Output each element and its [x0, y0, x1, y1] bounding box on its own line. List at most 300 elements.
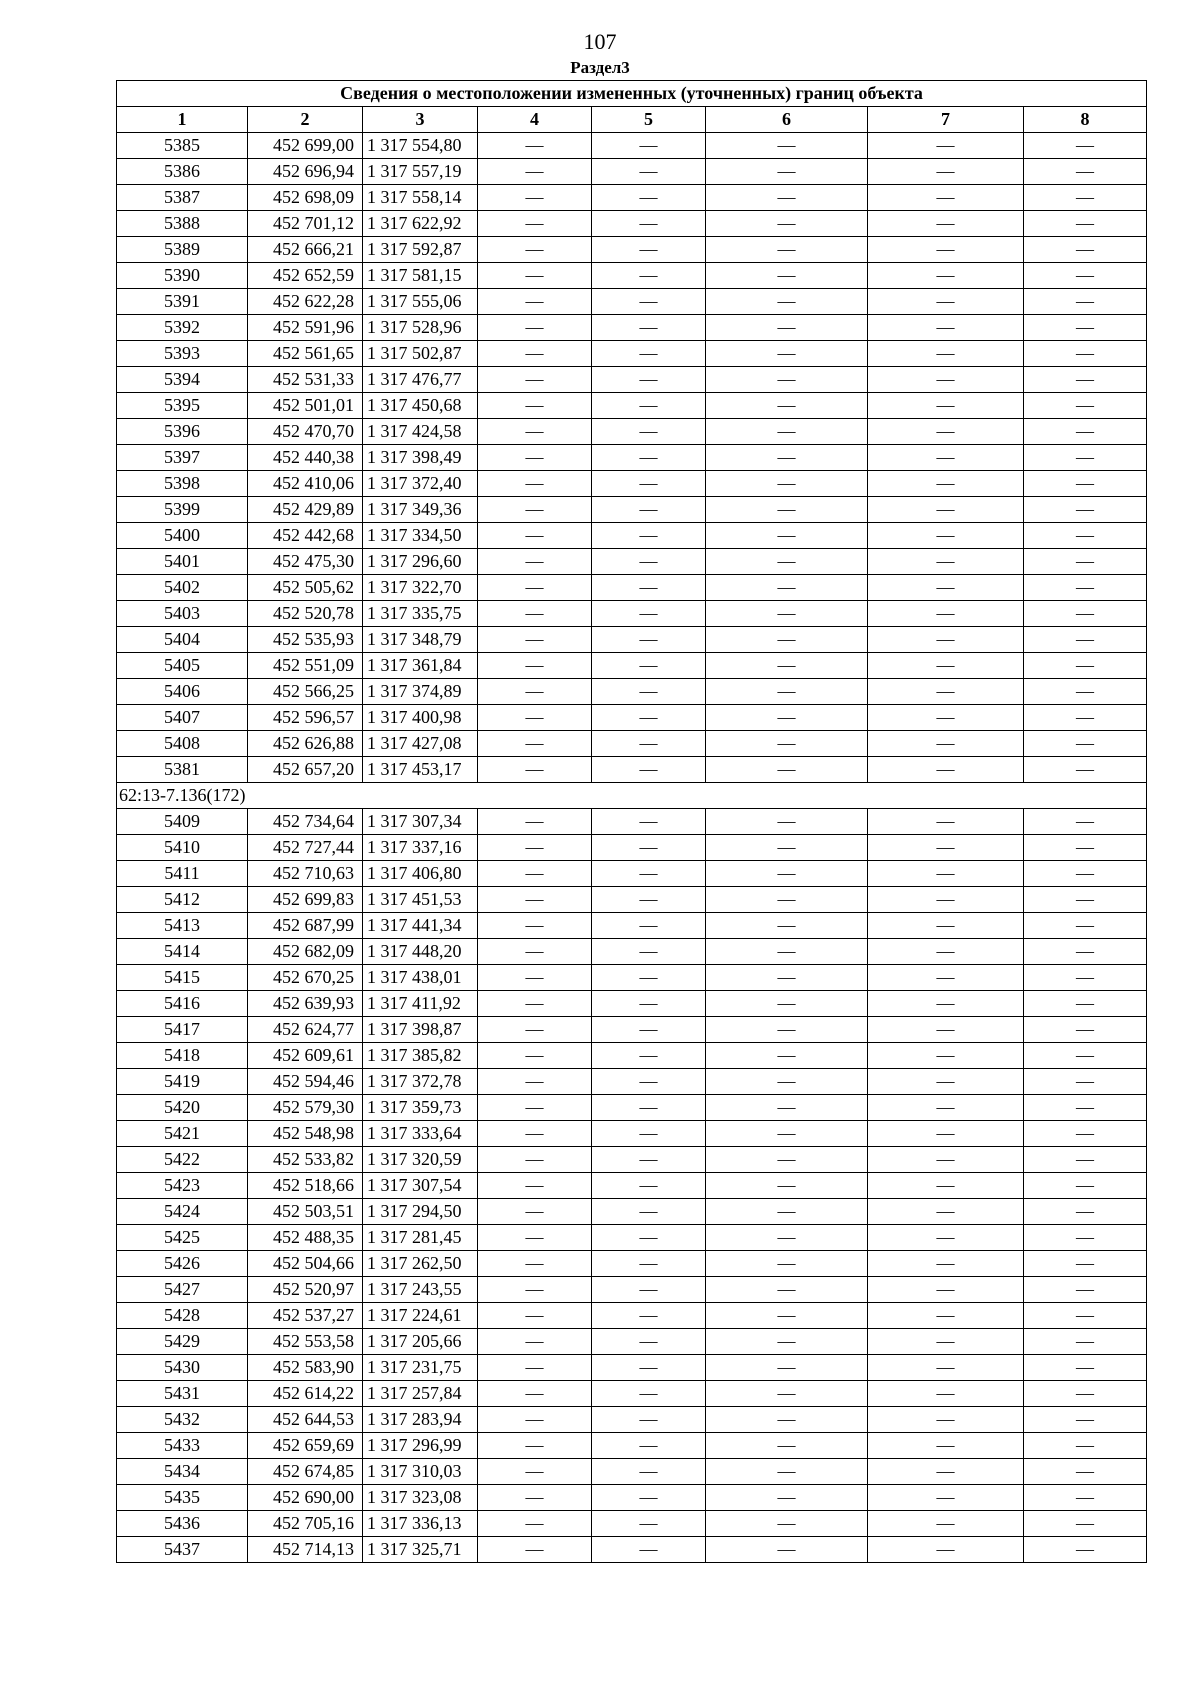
y-coordinate-cell: 1 317 592,87 — [363, 237, 478, 263]
empty-value-dash: — — [1024, 731, 1147, 757]
empty-value-dash: — — [592, 913, 706, 939]
empty-value-dash: — — [868, 1459, 1024, 1485]
empty-value-dash: — — [1024, 1381, 1147, 1407]
y-coordinate-cell: 1 317 224,61 — [363, 1303, 478, 1329]
empty-value-dash: — — [706, 1381, 868, 1407]
empty-value-dash: — — [478, 1095, 592, 1121]
y-coordinate-cell: 1 317 257,84 — [363, 1381, 478, 1407]
empty-value-dash: — — [868, 861, 1024, 887]
empty-value-dash: — — [1024, 341, 1147, 367]
point-number-cell: 5393 — [117, 341, 248, 367]
empty-value-dash: — — [478, 965, 592, 991]
empty-value-dash: — — [592, 1433, 706, 1459]
empty-value-dash: — — [592, 1537, 706, 1563]
x-coordinate-cell: 452 535,93 — [248, 627, 363, 653]
y-coordinate-cell: 1 317 424,58 — [363, 419, 478, 445]
table-row — [117, 133, 1147, 159]
empty-value-dash: — — [478, 133, 592, 159]
empty-value-dash: — — [478, 1303, 592, 1329]
y-coordinate-cell: 1 317 334,50 — [363, 523, 478, 549]
point-number-cell: 5417 — [117, 1017, 248, 1043]
empty-value-dash: — — [478, 887, 592, 913]
empty-value-dash: — — [592, 1199, 706, 1225]
empty-value-dash: — — [868, 1511, 1024, 1537]
point-number-cell: 5416 — [117, 991, 248, 1017]
point-number-cell: 5437 — [117, 1537, 248, 1563]
point-number-cell: 5410 — [117, 835, 248, 861]
table-row — [117, 497, 1147, 523]
empty-value-dash: — — [706, 1069, 868, 1095]
point-number-cell: 5381 — [117, 757, 248, 783]
point-number-cell: 5421 — [117, 1121, 248, 1147]
y-coordinate-cell: 1 317 262,50 — [363, 1251, 478, 1277]
x-coordinate-cell: 452 622,28 — [248, 289, 363, 315]
x-coordinate-cell: 452 659,69 — [248, 1433, 363, 1459]
empty-value-dash: — — [868, 497, 1024, 523]
x-coordinate-cell: 452 520,78 — [248, 601, 363, 627]
empty-value-dash: — — [1024, 835, 1147, 861]
empty-value-dash: — — [592, 419, 706, 445]
point-number-cell: 5409 — [117, 809, 248, 835]
empty-value-dash: — — [1024, 1121, 1147, 1147]
x-coordinate-cell: 452 624,77 — [248, 1017, 363, 1043]
empty-value-dash: — — [592, 263, 706, 289]
table-row — [117, 1407, 1147, 1433]
x-coordinate-cell: 452 553,58 — [248, 1329, 363, 1355]
point-number-cell: 5403 — [117, 601, 248, 627]
x-coordinate-cell: 452 690,00 — [248, 1485, 363, 1511]
empty-value-dash: — — [1024, 757, 1147, 783]
empty-value-dash: — — [868, 1121, 1024, 1147]
empty-value-dash: — — [868, 809, 1024, 835]
empty-value-dash: — — [478, 1407, 592, 1433]
point-number-cell: 5412 — [117, 887, 248, 913]
empty-value-dash: — — [868, 159, 1024, 185]
empty-value-dash: — — [1024, 445, 1147, 471]
empty-value-dash: — — [592, 185, 706, 211]
empty-value-dash: — — [1024, 289, 1147, 315]
empty-value-dash: — — [592, 393, 706, 419]
x-coordinate-cell: 452 609,61 — [248, 1043, 363, 1069]
empty-value-dash: — — [478, 419, 592, 445]
y-coordinate-cell: 1 317 385,82 — [363, 1043, 478, 1069]
empty-value-dash: — — [478, 1225, 592, 1251]
x-coordinate-cell: 452 537,27 — [248, 1303, 363, 1329]
y-coordinate-cell: 1 317 555,06 — [363, 289, 478, 315]
table-row — [117, 809, 1147, 835]
y-coordinate-cell: 1 317 438,01 — [363, 965, 478, 991]
empty-value-dash: — — [706, 549, 868, 575]
point-number-cell: 5435 — [117, 1485, 248, 1511]
empty-value-dash: — — [592, 835, 706, 861]
empty-value-dash: — — [706, 1251, 868, 1277]
empty-value-dash: — — [868, 1537, 1024, 1563]
x-coordinate-cell: 452 503,51 — [248, 1199, 363, 1225]
x-coordinate-cell: 452 698,09 — [248, 185, 363, 211]
x-coordinate-cell: 452 727,44 — [248, 835, 363, 861]
table-row — [117, 445, 1147, 471]
x-coordinate-cell: 452 520,97 — [248, 1277, 363, 1303]
empty-value-dash: — — [592, 289, 706, 315]
empty-value-dash: — — [478, 367, 592, 393]
empty-value-dash: — — [1024, 211, 1147, 237]
empty-value-dash: — — [592, 1225, 706, 1251]
empty-value-dash: — — [478, 1459, 592, 1485]
table-row — [117, 237, 1147, 263]
y-coordinate-cell: 1 317 333,64 — [363, 1121, 478, 1147]
table-row — [117, 1433, 1147, 1459]
table-row — [117, 913, 1147, 939]
point-number-cell: 5405 — [117, 653, 248, 679]
y-coordinate-cell: 1 317 372,78 — [363, 1069, 478, 1095]
table-row — [117, 731, 1147, 757]
x-coordinate-cell: 452 714,13 — [248, 1537, 363, 1563]
empty-value-dash: — — [868, 341, 1024, 367]
table-row — [117, 1485, 1147, 1511]
table-row — [117, 835, 1147, 861]
table-row — [117, 211, 1147, 237]
x-coordinate-cell: 452 501,01 — [248, 393, 363, 419]
table-row — [117, 367, 1147, 393]
empty-value-dash: — — [1024, 1251, 1147, 1277]
point-number-cell: 5419 — [117, 1069, 248, 1095]
table-row — [117, 1511, 1147, 1537]
empty-value-dash: — — [592, 1147, 706, 1173]
y-coordinate-cell: 1 317 231,75 — [363, 1355, 478, 1381]
empty-value-dash: — — [592, 575, 706, 601]
y-coordinate-cell: 1 317 400,98 — [363, 705, 478, 731]
empty-value-dash: — — [1024, 861, 1147, 887]
empty-value-dash: — — [1024, 471, 1147, 497]
empty-value-dash: — — [1024, 315, 1147, 341]
table-row — [117, 653, 1147, 679]
table-row — [117, 679, 1147, 705]
x-coordinate-cell: 452 687,99 — [248, 913, 363, 939]
y-coordinate-cell: 1 317 476,77 — [363, 367, 478, 393]
empty-value-dash: — — [706, 913, 868, 939]
empty-value-dash: — — [592, 1511, 706, 1537]
y-coordinate-cell: 1 317 411,92 — [363, 991, 478, 1017]
empty-value-dash: — — [1024, 913, 1147, 939]
empty-value-dash: — — [706, 315, 868, 341]
empty-value-dash: — — [706, 575, 868, 601]
empty-value-dash: — — [478, 1355, 592, 1381]
point-number-cell: 5423 — [117, 1173, 248, 1199]
empty-value-dash: — — [1024, 549, 1147, 575]
table-row — [117, 1095, 1147, 1121]
empty-value-dash: — — [868, 211, 1024, 237]
empty-value-dash: — — [478, 289, 592, 315]
empty-value-dash: — — [706, 601, 868, 627]
empty-value-dash: — — [478, 835, 592, 861]
table-row — [117, 1147, 1147, 1173]
point-number-cell: 5415 — [117, 965, 248, 991]
point-number-cell: 5387 — [117, 185, 248, 211]
empty-value-dash: — — [592, 1303, 706, 1329]
empty-value-dash: — — [1024, 809, 1147, 835]
empty-value-dash: — — [706, 497, 868, 523]
empty-value-dash: — — [592, 601, 706, 627]
empty-value-dash: — — [478, 757, 592, 783]
empty-value-dash: — — [706, 1485, 868, 1511]
empty-value-dash: — — [868, 237, 1024, 263]
empty-value-dash: — — [868, 705, 1024, 731]
empty-value-dash: — — [478, 1199, 592, 1225]
empty-value-dash: — — [868, 1069, 1024, 1095]
empty-value-dash: — — [706, 861, 868, 887]
table-row — [117, 1173, 1147, 1199]
empty-value-dash: — — [592, 211, 706, 237]
empty-value-dash: — — [478, 939, 592, 965]
y-coordinate-cell: 1 317 325,71 — [363, 1537, 478, 1563]
table-row — [117, 1277, 1147, 1303]
empty-value-dash: — — [478, 1433, 592, 1459]
empty-value-dash: — — [478, 393, 592, 419]
table-row — [117, 1537, 1147, 1563]
point-number-cell: 5411 — [117, 861, 248, 887]
x-coordinate-cell: 452 626,88 — [248, 731, 363, 757]
y-coordinate-cell: 1 317 348,79 — [363, 627, 478, 653]
empty-value-dash: — — [706, 445, 868, 471]
empty-value-dash: — — [478, 731, 592, 757]
y-coordinate-cell: 1 317 283,94 — [363, 1407, 478, 1433]
empty-value-dash: — — [1024, 1407, 1147, 1433]
table-caption: Сведения о местоположении измененных (уточненных) границ объекта — [117, 81, 1147, 107]
column-header: 2 — [248, 107, 363, 133]
empty-value-dash: — — [592, 991, 706, 1017]
empty-value-dash: — — [592, 731, 706, 757]
x-coordinate-cell: 452 696,94 — [248, 159, 363, 185]
empty-value-dash: — — [478, 315, 592, 341]
table-row — [117, 1069, 1147, 1095]
x-coordinate-cell: 452 475,30 — [248, 549, 363, 575]
point-number-cell: 5413 — [117, 913, 248, 939]
point-number-cell: 5396 — [117, 419, 248, 445]
empty-value-dash: — — [706, 705, 868, 731]
empty-value-dash: — — [1024, 1095, 1147, 1121]
empty-value-dash: — — [478, 263, 592, 289]
point-number-cell: 5418 — [117, 1043, 248, 1069]
empty-value-dash: — — [706, 185, 868, 211]
x-coordinate-cell: 452 551,09 — [248, 653, 363, 679]
table-row — [117, 159, 1147, 185]
empty-value-dash: — — [592, 1381, 706, 1407]
x-coordinate-cell: 452 639,93 — [248, 991, 363, 1017]
empty-value-dash: — — [868, 1173, 1024, 1199]
empty-value-dash: — — [478, 1017, 592, 1043]
empty-value-dash: — — [592, 1277, 706, 1303]
y-coordinate-cell: 1 317 336,13 — [363, 1511, 478, 1537]
empty-value-dash: — — [868, 1381, 1024, 1407]
empty-value-dash: — — [868, 1017, 1024, 1043]
point-number-cell: 5428 — [117, 1303, 248, 1329]
empty-value-dash: — — [478, 185, 592, 211]
empty-value-dash: — — [1024, 601, 1147, 627]
x-coordinate-cell: 452 674,85 — [248, 1459, 363, 1485]
empty-value-dash: — — [478, 627, 592, 653]
point-number-cell: 5388 — [117, 211, 248, 237]
empty-value-dash: — — [1024, 367, 1147, 393]
empty-value-dash: — — [706, 159, 868, 185]
y-coordinate-cell: 1 317 337,16 — [363, 835, 478, 861]
empty-value-dash: — — [706, 133, 868, 159]
empty-value-dash: — — [1024, 1537, 1147, 1563]
table-row — [117, 1381, 1147, 1407]
y-coordinate-cell: 1 317 281,45 — [363, 1225, 478, 1251]
x-coordinate-cell: 452 666,21 — [248, 237, 363, 263]
empty-value-dash: — — [592, 159, 706, 185]
empty-value-dash: — — [706, 211, 868, 237]
empty-value-dash: — — [592, 887, 706, 913]
x-coordinate-cell: 452 440,38 — [248, 445, 363, 471]
table-row — [117, 1017, 1147, 1043]
empty-value-dash: — — [868, 419, 1024, 445]
y-coordinate-cell: 1 317 322,70 — [363, 575, 478, 601]
empty-value-dash: — — [868, 965, 1024, 991]
y-coordinate-cell: 1 317 372,40 — [363, 471, 478, 497]
empty-value-dash: — — [706, 679, 868, 705]
empty-value-dash: — — [868, 627, 1024, 653]
x-coordinate-cell: 452 701,12 — [248, 211, 363, 237]
empty-value-dash: — — [1024, 991, 1147, 1017]
empty-value-dash: — — [1024, 679, 1147, 705]
table-caption-row — [117, 81, 1147, 107]
point-number-cell: 5436 — [117, 1511, 248, 1537]
x-coordinate-cell: 452 518,66 — [248, 1173, 363, 1199]
empty-value-dash: — — [706, 1043, 868, 1069]
column-header: 1 — [117, 107, 248, 133]
y-coordinate-cell: 1 317 554,80 — [363, 133, 478, 159]
empty-value-dash: — — [592, 237, 706, 263]
empty-value-dash: — — [706, 341, 868, 367]
empty-value-dash: — — [1024, 1485, 1147, 1511]
empty-value-dash: — — [868, 393, 1024, 419]
table-row — [117, 705, 1147, 731]
x-coordinate-cell: 452 505,62 — [248, 575, 363, 601]
empty-value-dash: — — [592, 1407, 706, 1433]
point-number-cell: 5402 — [117, 575, 248, 601]
empty-value-dash: — — [592, 1121, 706, 1147]
empty-value-dash: — — [592, 1329, 706, 1355]
x-coordinate-cell: 452 644,53 — [248, 1407, 363, 1433]
empty-value-dash: — — [706, 1173, 868, 1199]
y-coordinate-cell: 1 317 307,34 — [363, 809, 478, 835]
empty-value-dash: — — [868, 679, 1024, 705]
empty-value-dash: — — [868, 835, 1024, 861]
y-coordinate-cell: 1 317 294,50 — [363, 1199, 478, 1225]
empty-value-dash: — — [478, 653, 592, 679]
empty-value-dash: — — [592, 679, 706, 705]
x-coordinate-cell: 452 504,66 — [248, 1251, 363, 1277]
y-coordinate-cell: 1 317 335,75 — [363, 601, 478, 627]
x-coordinate-cell: 452 566,25 — [248, 679, 363, 705]
empty-value-dash: — — [868, 1329, 1024, 1355]
point-number-cell: 5432 — [117, 1407, 248, 1433]
empty-value-dash: — — [706, 653, 868, 679]
column-header: 5 — [592, 107, 706, 133]
table-row — [117, 419, 1147, 445]
empty-value-dash: — — [706, 939, 868, 965]
empty-value-dash: — — [478, 1069, 592, 1095]
empty-value-dash: — — [868, 523, 1024, 549]
empty-value-dash: — — [478, 445, 592, 471]
x-coordinate-cell: 452 429,89 — [248, 497, 363, 523]
empty-value-dash: — — [478, 913, 592, 939]
empty-value-dash: — — [478, 1173, 592, 1199]
empty-value-dash: — — [478, 237, 592, 263]
empty-value-dash: — — [868, 549, 1024, 575]
y-coordinate-cell: 1 317 451,53 — [363, 887, 478, 913]
empty-value-dash: — — [478, 1485, 592, 1511]
x-coordinate-cell: 452 594,46 — [248, 1069, 363, 1095]
empty-value-dash: — — [592, 523, 706, 549]
x-coordinate-cell: 452 579,30 — [248, 1095, 363, 1121]
empty-value-dash: — — [868, 601, 1024, 627]
empty-value-dash: — — [868, 575, 1024, 601]
empty-value-dash: — — [592, 1251, 706, 1277]
empty-value-dash: — — [1024, 1069, 1147, 1095]
point-number-cell: 5406 — [117, 679, 248, 705]
empty-value-dash: — — [478, 679, 592, 705]
empty-value-dash: — — [868, 1147, 1024, 1173]
empty-value-dash: — — [706, 1511, 868, 1537]
empty-value-dash: — — [868, 1095, 1024, 1121]
empty-value-dash: — — [1024, 133, 1147, 159]
x-coordinate-cell: 452 699,83 — [248, 887, 363, 913]
empty-value-dash: — — [706, 1225, 868, 1251]
empty-value-dash: — — [1024, 1017, 1147, 1043]
empty-value-dash: — — [1024, 263, 1147, 289]
point-number-cell: 5408 — [117, 731, 248, 757]
empty-value-dash: — — [478, 1329, 592, 1355]
empty-value-dash: — — [1024, 575, 1147, 601]
table-row — [117, 1303, 1147, 1329]
point-number-cell: 5430 — [117, 1355, 248, 1381]
empty-value-dash: — — [706, 237, 868, 263]
empty-value-dash: — — [706, 1329, 868, 1355]
empty-value-dash: — — [868, 1225, 1024, 1251]
empty-value-dash: — — [592, 445, 706, 471]
x-coordinate-cell: 452 682,09 — [248, 939, 363, 965]
empty-value-dash: — — [1024, 1355, 1147, 1381]
empty-value-dash: — — [478, 1381, 592, 1407]
point-number-cell: 5397 — [117, 445, 248, 471]
empty-value-dash: — — [868, 653, 1024, 679]
table-row — [117, 1121, 1147, 1147]
y-coordinate-cell: 1 317 528,96 — [363, 315, 478, 341]
empty-value-dash: — — [1024, 159, 1147, 185]
y-coordinate-cell: 1 317 558,14 — [363, 185, 478, 211]
table-row — [117, 1459, 1147, 1485]
column-header: 8 — [1024, 107, 1147, 133]
point-number-cell: 5400 — [117, 523, 248, 549]
empty-value-dash: — — [592, 1069, 706, 1095]
coordinates-table — [116, 80, 1147, 1563]
x-coordinate-cell: 452 710,63 — [248, 861, 363, 887]
empty-value-dash: — — [592, 653, 706, 679]
empty-value-dash: — — [1024, 705, 1147, 731]
y-coordinate-cell: 1 317 307,54 — [363, 1173, 478, 1199]
x-coordinate-cell: 452 699,00 — [248, 133, 363, 159]
empty-value-dash: — — [868, 913, 1024, 939]
x-coordinate-cell: 452 652,59 — [248, 263, 363, 289]
x-coordinate-cell: 452 591,96 — [248, 315, 363, 341]
y-coordinate-cell: 1 317 361,84 — [363, 653, 478, 679]
point-number-cell: 5426 — [117, 1251, 248, 1277]
empty-value-dash: — — [1024, 185, 1147, 211]
table-row — [117, 523, 1147, 549]
x-coordinate-cell: 452 657,20 — [248, 757, 363, 783]
